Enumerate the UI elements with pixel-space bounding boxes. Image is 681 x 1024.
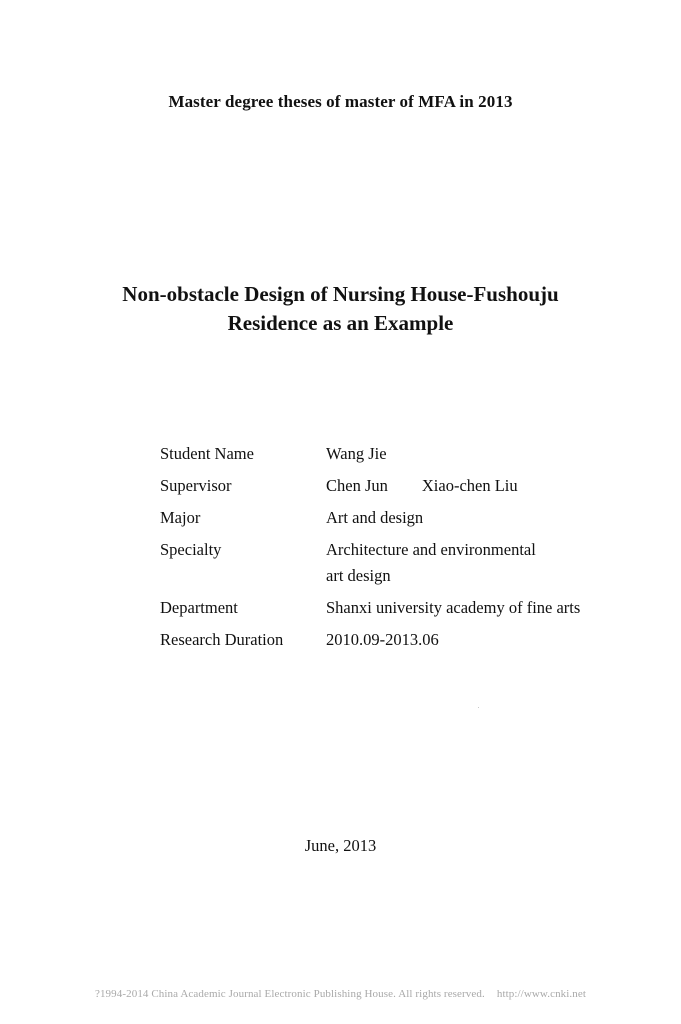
student-name-value: Wang Jie — [326, 444, 387, 463]
specialty-value-line-2: art design — [326, 566, 391, 585]
specialty-value — [326, 540, 626, 586]
footer-url: http://www.cnki.net — [496, 988, 587, 1000]
thesis-title-line-2: Residence as an Example — [227, 311, 454, 335]
research-duration-value: 2010.09-2013.06 — [326, 630, 439, 649]
thesis-title-line-1: Non-obstacle Design of Nursing House-Fushouju — [122, 282, 559, 306]
thesis-date: June, 2013 — [304, 836, 377, 855]
scan-speck — [478, 707, 479, 708]
thesis-title — [0, 280, 681, 338]
supervisor-value — [326, 476, 626, 496]
major-label: Major — [160, 508, 201, 527]
research-duration-label: Research Duration — [160, 630, 284, 649]
thesis-header: Master degree theses of master of MFA in 2013 — [168, 92, 513, 111]
student-name-label: Student Name — [160, 444, 254, 463]
department-value: Shanxi university academy of fine arts — [326, 598, 581, 617]
supervisor-name-2: Xiao-chen Liu — [421, 476, 518, 495]
page-footer — [0, 988, 681, 1000]
specialty-label: Specialty — [160, 540, 222, 559]
supervisor-name-1: Chen Jun — [326, 476, 388, 495]
major-value: Art and design — [326, 508, 424, 527]
specialty-value-line-1: Architecture and environmental — [326, 540, 536, 559]
department-label: Department — [160, 598, 238, 617]
supervisor-label: Supervisor — [160, 476, 232, 495]
footer-copyright: ?1994-2014 China Academic Journal Electronic Publishing House. All rights reserved. — [94, 988, 485, 1000]
